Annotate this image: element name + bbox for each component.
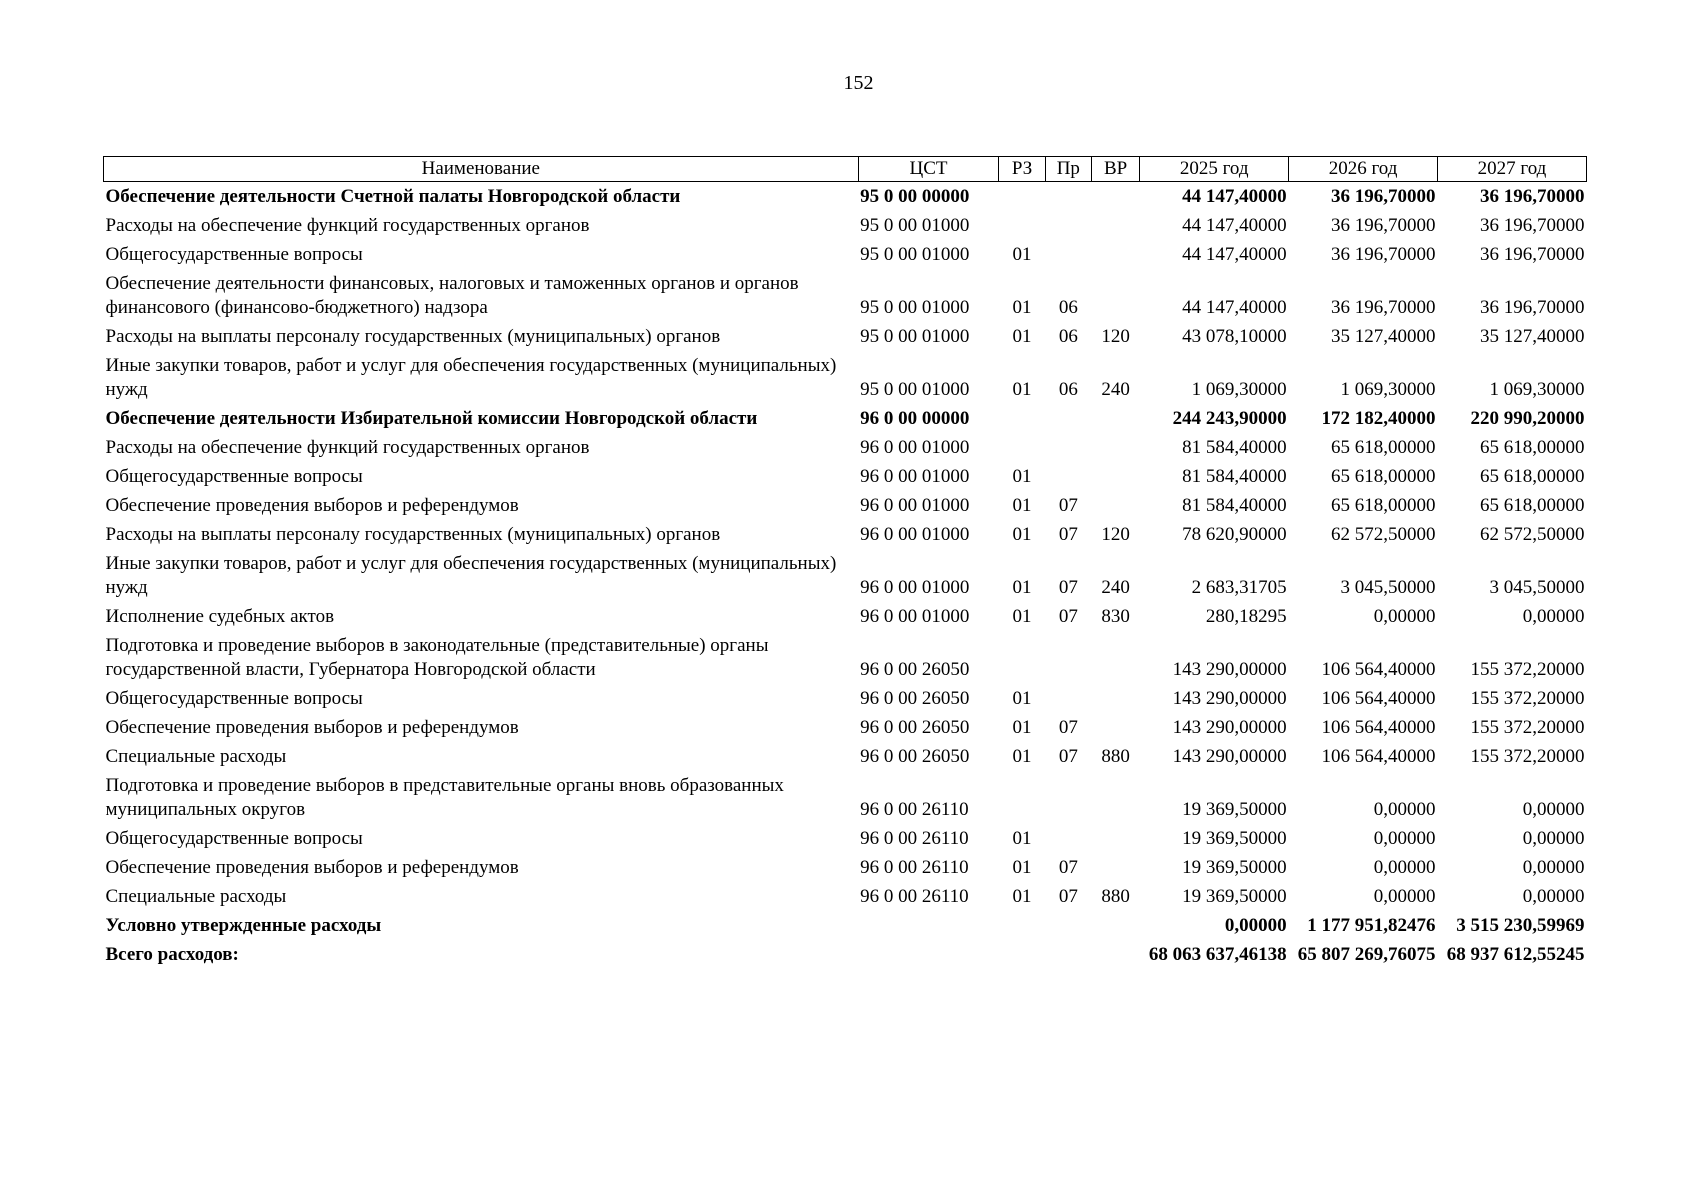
row-cst: 96 0 00 01000 <box>860 524 970 545</box>
row-pr <box>1045 211 1091 240</box>
row-rz: 01 <box>1012 886 1032 907</box>
header-rz: РЗ <box>999 157 1045 182</box>
row-cst: 96 0 00 26110 <box>860 886 969 907</box>
row-amount-2025: 0,00000 <box>1224 915 1287 936</box>
row-vr: 830 <box>1101 606 1130 627</box>
row-cst: 96 0 00 26050 <box>860 688 970 709</box>
row-name: Обеспечение деятельности Счетной палаты Новгородской области <box>105 186 681 207</box>
table-row <box>104 911 1587 940</box>
table-row <box>104 742 1587 771</box>
row-cst: 95 0 00 00000 <box>860 186 970 207</box>
row-rz: 01 <box>1012 244 1032 265</box>
row-amount-2025: 143 290,00000 <box>1172 688 1287 709</box>
row-amount-2026: 0,00000 <box>1373 606 1436 627</box>
row-cst: 96 0 00 01000 <box>860 495 970 516</box>
row-pr <box>1045 433 1091 462</box>
row-name: Подготовка и проведение выборов в представительные органы вновь образованных муниципальных округов <box>105 775 784 820</box>
row-rz: 01 <box>1012 577 1032 598</box>
row-pr <box>1045 771 1091 824</box>
header-vr: ВР <box>1091 157 1139 182</box>
row-vr <box>1091 713 1139 742</box>
row-amount-2026: 0,00000 <box>1373 799 1436 820</box>
row-name: Общегосударственные вопросы <box>105 244 363 265</box>
row-amount-2026: 106 564,40000 <box>1321 746 1436 767</box>
row-cst: 95 0 00 01000 <box>860 297 970 318</box>
row-amount-2025: 81 584,40000 <box>1182 466 1287 487</box>
row-name: Всего расходов: <box>105 944 239 965</box>
page-number: 152 <box>843 72 874 94</box>
row-vr <box>1091 911 1139 940</box>
row-amount-2025: 68 063 637,46138 <box>1148 944 1287 965</box>
row-vr: 240 <box>1101 577 1130 598</box>
row-amount-2027: 0,00000 <box>1522 886 1585 907</box>
table-row <box>104 462 1587 491</box>
row-amount-2026: 0,00000 <box>1373 886 1436 907</box>
row-amount-2025: 2 683,31705 <box>1191 577 1287 598</box>
row-pr: 06 <box>1058 297 1078 318</box>
row-vr: 880 <box>1101 746 1130 767</box>
row-amount-2025: 78 620,90000 <box>1182 524 1287 545</box>
row-amount-2027: 155 372,20000 <box>1470 717 1585 738</box>
header-pr: Пр <box>1045 157 1091 182</box>
row-amount-2027: 155 372,20000 <box>1470 659 1585 680</box>
table-row <box>104 602 1587 631</box>
row-pr <box>1045 911 1091 940</box>
row-pr: 07 <box>1058 886 1078 907</box>
header-name: Наименование <box>104 157 859 182</box>
row-amount-2027: 0,00000 <box>1522 828 1585 849</box>
table-row <box>104 631 1587 684</box>
table-row <box>104 549 1587 602</box>
row-cst: 95 0 00 01000 <box>860 215 970 236</box>
row-vr <box>1091 182 1139 212</box>
row-rz: 01 <box>1012 717 1032 738</box>
row-amount-2027: 65 618,00000 <box>1480 495 1585 516</box>
row-name: Исполнение судебных актов <box>105 606 335 627</box>
header-2026: 2026 год <box>1289 157 1438 182</box>
table-row <box>104 684 1587 713</box>
row-amount-2027: 65 618,00000 <box>1480 466 1585 487</box>
row-cst: 96 0 00 26050 <box>860 746 970 767</box>
row-amount-2025: 280,18295 <box>1205 606 1287 627</box>
row-amount-2026: 65 618,00000 <box>1331 495 1436 516</box>
row-cst: 96 0 00 26050 <box>860 717 970 738</box>
row-rz: 01 <box>1012 297 1032 318</box>
row-vr <box>1091 211 1139 240</box>
row-vr <box>1091 433 1139 462</box>
row-amount-2027: 36 196,70000 <box>1480 186 1585 207</box>
row-amount-2027: 0,00000 <box>1522 857 1585 878</box>
row-name: Расходы на обеспечение функций государственных органов <box>105 437 590 458</box>
row-cst: 96 0 00 26110 <box>860 828 969 849</box>
row-amount-2027: 1 069,30000 <box>1489 379 1585 400</box>
table-row <box>104 713 1587 742</box>
row-rz: 01 <box>1012 379 1032 400</box>
row-name: Расходы на выплаты персоналу государственных (муниципальных) органов <box>105 326 721 347</box>
row-pr: 06 <box>1058 379 1078 400</box>
row-pr <box>1045 824 1091 853</box>
row-pr <box>1045 182 1091 212</box>
table-row <box>104 520 1587 549</box>
row-name: Обеспечение деятельности Избирательной комиссии Новгородской области <box>105 408 758 429</box>
row-amount-2027: 36 196,70000 <box>1480 244 1585 265</box>
row-amount-2026: 36 196,70000 <box>1331 297 1436 318</box>
row-name: Специальные расходы <box>105 886 287 907</box>
row-pr <box>1045 631 1091 684</box>
row-amount-2027: 68 937 612,55245 <box>1446 944 1585 965</box>
row-rz: 01 <box>1012 326 1032 347</box>
row-vr <box>1091 491 1139 520</box>
row-amount-2027: 35 127,40000 <box>1480 326 1585 347</box>
row-name: Общегосударственные вопросы <box>105 688 363 709</box>
table-body <box>104 182 1587 970</box>
row-amount-2027: 62 572,50000 <box>1480 524 1585 545</box>
row-name: Расходы на выплаты персоналу государственных (муниципальных) органов <box>105 524 721 545</box>
row-amount-2025: 143 290,00000 <box>1172 746 1287 767</box>
row-amount-2025: 143 290,00000 <box>1172 717 1287 738</box>
row-name: Обеспечение деятельности финансовых, налоговых и таможенных органов и органов финансового (финансово-бюджетного) надзора <box>105 273 799 318</box>
row-amount-2025: 43 078,10000 <box>1182 326 1287 347</box>
row-rz <box>999 211 1045 240</box>
row-amount-2026: 36 196,70000 <box>1331 186 1436 207</box>
row-rz: 01 <box>1012 857 1032 878</box>
row-vr <box>1091 824 1139 853</box>
table-row <box>104 491 1587 520</box>
row-rz <box>999 404 1045 433</box>
table-row <box>104 882 1587 911</box>
header-cst: ЦСТ <box>858 157 999 182</box>
row-amount-2027: 36 196,70000 <box>1480 297 1585 318</box>
table-row <box>104 940 1587 969</box>
row-vr: 880 <box>1101 886 1130 907</box>
row-vr <box>1091 462 1139 491</box>
row-rz <box>999 771 1045 824</box>
table-row <box>104 240 1587 269</box>
row-vr: 120 <box>1101 326 1130 347</box>
row-name: Обеспечение проведения выборов и референдумов <box>105 495 519 516</box>
row-amount-2026: 106 564,40000 <box>1321 717 1436 738</box>
header-2025: 2025 год <box>1140 157 1289 182</box>
row-rz <box>999 433 1045 462</box>
row-pr: 07 <box>1058 524 1078 545</box>
row-vr <box>1091 853 1139 882</box>
row-amount-2026: 106 564,40000 <box>1321 659 1436 680</box>
row-amount-2025: 19 369,50000 <box>1182 886 1287 907</box>
row-amount-2027: 36 196,70000 <box>1480 215 1585 236</box>
row-pr: 07 <box>1058 857 1078 878</box>
table-row <box>104 182 1587 212</box>
table-row <box>104 322 1587 351</box>
row-amount-2027: 65 618,00000 <box>1480 437 1585 458</box>
row-amount-2027: 155 372,20000 <box>1470 688 1585 709</box>
row-vr <box>1091 684 1139 713</box>
row-cst: 95 0 00 01000 <box>860 379 970 400</box>
row-amount-2025: 19 369,50000 <box>1182 857 1287 878</box>
row-cst: 96 0 00 00000 <box>860 408 970 429</box>
row-cst <box>858 911 999 940</box>
row-cst: 96 0 00 01000 <box>860 466 970 487</box>
row-amount-2025: 44 147,40000 <box>1182 244 1287 265</box>
row-amount-2025: 44 147,40000 <box>1182 297 1287 318</box>
row-amount-2026: 0,00000 <box>1373 857 1436 878</box>
row-pr: 07 <box>1058 717 1078 738</box>
row-pr: 06 <box>1058 326 1078 347</box>
row-amount-2025: 44 147,40000 <box>1182 186 1287 207</box>
row-amount-2027: 0,00000 <box>1522 799 1585 820</box>
row-name: Общегосударственные вопросы <box>105 828 363 849</box>
row-pr: 07 <box>1058 495 1078 516</box>
row-rz: 01 <box>1012 688 1032 709</box>
row-amount-2026: 36 196,70000 <box>1331 215 1436 236</box>
row-amount-2025: 19 369,50000 <box>1182 799 1287 820</box>
row-amount-2026: 62 572,50000 <box>1331 524 1436 545</box>
row-name: Общегосударственные вопросы <box>105 466 363 487</box>
row-cst: 95 0 00 01000 <box>860 244 970 265</box>
row-vr <box>1091 631 1139 684</box>
row-pr: 07 <box>1058 746 1078 767</box>
header-row <box>104 157 1587 182</box>
row-cst: 96 0 00 26110 <box>860 857 969 878</box>
row-cst: 95 0 00 01000 <box>860 326 970 347</box>
row-cst <box>858 940 999 969</box>
table-row <box>104 351 1587 404</box>
row-name: Обеспечение проведения выборов и референдумов <box>105 857 519 878</box>
header-2027: 2027 год <box>1438 157 1587 182</box>
row-name: Иные закупки товаров, работ и услуг для обеспечения государственных (муниципальных) нужд <box>105 355 837 400</box>
table-row <box>104 404 1587 433</box>
row-cst: 96 0 00 26050 <box>860 659 970 680</box>
row-vr: 240 <box>1101 379 1130 400</box>
row-vr: 120 <box>1101 524 1130 545</box>
row-amount-2026: 172 182,40000 <box>1321 408 1436 429</box>
row-name: Расходы на обеспечение функций государственных органов <box>105 215 590 236</box>
row-rz <box>999 182 1045 212</box>
row-pr <box>1045 684 1091 713</box>
row-amount-2026: 65 618,00000 <box>1331 437 1436 458</box>
row-amount-2026: 0,00000 <box>1373 828 1436 849</box>
row-name: Иные закупки товаров, работ и услуг для обеспечения государственных (муниципальных) нужд <box>105 553 837 598</box>
row-pr: 07 <box>1058 577 1078 598</box>
row-rz: 01 <box>1012 466 1032 487</box>
row-amount-2026: 35 127,40000 <box>1331 326 1436 347</box>
row-amount-2026: 106 564,40000 <box>1321 688 1436 709</box>
row-amount-2026: 1 177 951,82476 <box>1307 915 1436 936</box>
row-pr <box>1045 940 1091 969</box>
row-rz: 01 <box>1012 606 1032 627</box>
row-name: Обеспечение проведения выборов и референдумов <box>105 717 519 738</box>
row-vr <box>1091 269 1139 322</box>
row-amount-2026: 65 807 269,76075 <box>1297 944 1436 965</box>
row-cst: 96 0 00 01000 <box>860 577 970 598</box>
row-vr <box>1091 404 1139 433</box>
table-row <box>104 433 1587 462</box>
table-row <box>104 269 1587 322</box>
table-row <box>104 853 1587 882</box>
row-rz <box>999 940 1045 969</box>
table-row <box>104 824 1587 853</box>
row-name: Условно утвержденные расходы <box>105 915 382 936</box>
row-rz: 01 <box>1012 524 1032 545</box>
row-amount-2025: 1 069,30000 <box>1191 379 1287 400</box>
row-amount-2025: 143 290,00000 <box>1172 659 1287 680</box>
row-amount-2027: 220 990,20000 <box>1470 408 1585 429</box>
row-vr <box>1091 771 1139 824</box>
row-pr <box>1045 404 1091 433</box>
row-amount-2027: 3 045,50000 <box>1489 577 1585 598</box>
row-pr: 07 <box>1058 606 1078 627</box>
row-rz: 01 <box>1012 828 1032 849</box>
row-amount-2025: 19 369,50000 <box>1182 828 1287 849</box>
row-amount-2027: 3 515 230,59969 <box>1456 915 1585 936</box>
row-amount-2025: 44 147,40000 <box>1182 215 1287 236</box>
row-rz: 01 <box>1012 495 1032 516</box>
table-row <box>104 211 1587 240</box>
row-name: Специальные расходы <box>105 746 287 767</box>
row-cst: 96 0 00 01000 <box>860 606 970 627</box>
row-cst: 96 0 00 26110 <box>860 799 969 820</box>
row-amount-2025: 244 243,90000 <box>1172 408 1287 429</box>
row-amount-2025: 81 584,40000 <box>1182 495 1287 516</box>
budget-table <box>103 156 1587 969</box>
row-pr <box>1045 462 1091 491</box>
row-amount-2026: 36 196,70000 <box>1331 244 1436 265</box>
row-amount-2026: 3 045,50000 <box>1340 577 1436 598</box>
row-vr <box>1091 240 1139 269</box>
row-amount-2027: 0,00000 <box>1522 606 1585 627</box>
table-header <box>104 157 1587 182</box>
row-pr <box>1045 240 1091 269</box>
row-rz <box>999 631 1045 684</box>
table-row <box>104 771 1587 824</box>
row-amount-2025: 81 584,40000 <box>1182 437 1287 458</box>
row-rz <box>999 911 1045 940</box>
row-amount-2026: 65 618,00000 <box>1331 466 1436 487</box>
row-amount-2026: 1 069,30000 <box>1340 379 1436 400</box>
row-amount-2027: 155 372,20000 <box>1470 746 1585 767</box>
row-name: Подготовка и проведение выборов в законодательные (представительные) органы государственной власти, Губернатора Новгородской области <box>105 635 769 680</box>
row-vr <box>1091 940 1139 969</box>
row-cst: 96 0 00 01000 <box>860 437 970 458</box>
row-rz: 01 <box>1012 746 1032 767</box>
